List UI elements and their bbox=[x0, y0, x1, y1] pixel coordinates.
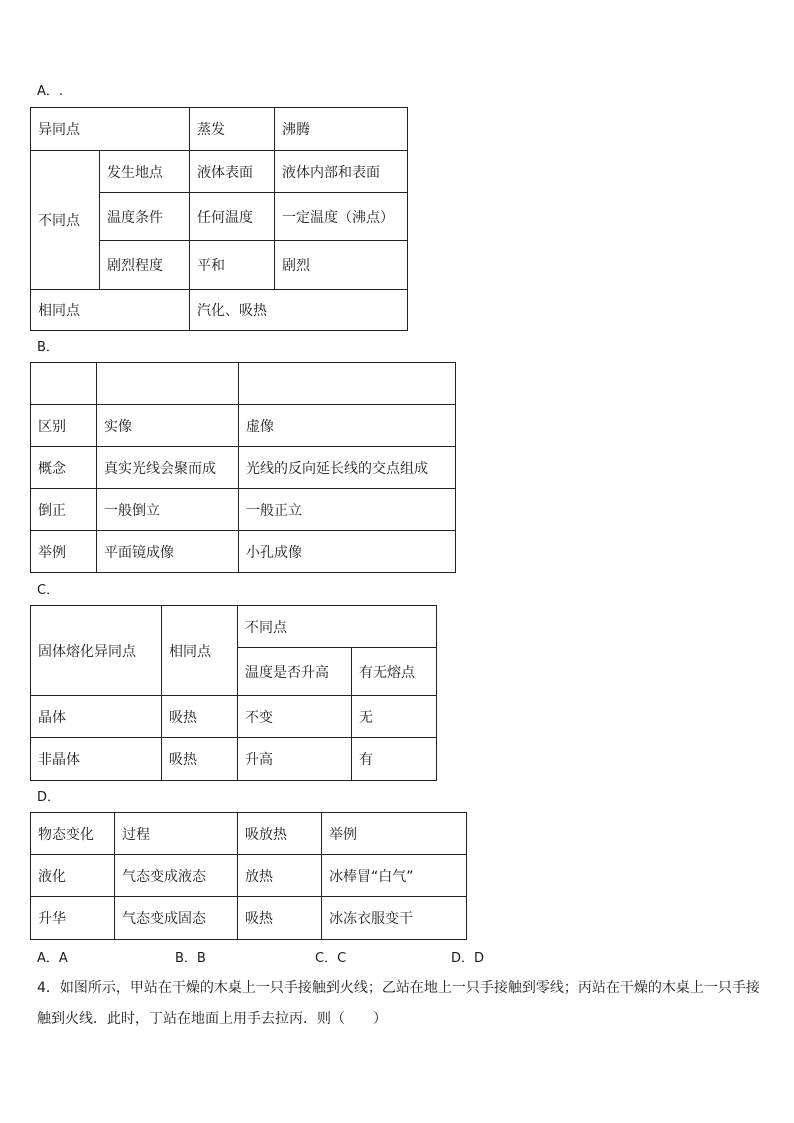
table-a-cell: 汽化、吸热 bbox=[190, 290, 408, 331]
table-c-cell: 有 bbox=[352, 738, 437, 781]
table-b-empty-cell bbox=[97, 363, 239, 405]
table-b-cell: 倒正 bbox=[31, 489, 97, 531]
table-a-cell: 剧烈 bbox=[275, 241, 408, 290]
table-a-header-cell: 异同点 bbox=[31, 108, 190, 151]
table-a-cell: 剧烈程度 bbox=[100, 241, 190, 290]
table-b-cell: 实像 bbox=[97, 405, 239, 447]
table-d-header-cell: 物态变化 bbox=[31, 813, 115, 855]
table-b-cell: 概念 bbox=[31, 447, 97, 489]
table-d-cell: 液化 bbox=[31, 855, 115, 897]
answer-option-a[interactable]: A．A bbox=[37, 951, 68, 966]
answer-option-d[interactable]: D．D bbox=[451, 951, 485, 966]
table-c-header-cell: 温度是否升高 bbox=[238, 648, 352, 696]
table-d-cell: 升华 bbox=[31, 897, 115, 940]
question-4-line-1: 4．如图所示，甲站在干燥的木桌上一只手接触到火线；乙站在地上一只手接触到零线；丙站在干燥的木桌上一只手接 bbox=[37, 980, 760, 996]
table-d-cell: 吸热 bbox=[238, 897, 322, 940]
table-c-cell: 吸热 bbox=[162, 738, 238, 781]
table-b-cell: 区别 bbox=[31, 405, 97, 447]
table-b-cell: 虚像 bbox=[239, 405, 456, 447]
table-d bbox=[30, 812, 467, 940]
table-a-cell: 一定温度（沸点） bbox=[275, 193, 408, 241]
table-a-cell: 相同点 bbox=[31, 290, 190, 331]
table-d-cell: 气态变成液态 bbox=[115, 855, 238, 897]
table-b-cell: 举例 bbox=[31, 531, 97, 573]
option-d-label: D． bbox=[37, 790, 61, 805]
option-a-label: A．. bbox=[37, 84, 64, 99]
table-b-cell: 真实光线会聚而成 bbox=[97, 447, 239, 489]
answer-option-b[interactable]: B．B bbox=[175, 951, 206, 966]
table-d-header-cell: 过程 bbox=[115, 813, 238, 855]
table-a bbox=[30, 107, 408, 331]
table-d-header-cell: 举例 bbox=[322, 813, 467, 855]
table-c-header-cell: 固体熔化异同点 bbox=[31, 606, 162, 696]
table-a-cell: 平和 bbox=[190, 241, 275, 290]
answer-option-c[interactable]: C．C bbox=[315, 951, 347, 966]
table-c-header-cell: 有无熔点 bbox=[352, 648, 437, 696]
table-b-empty-cell bbox=[239, 363, 456, 405]
table-a-cell: 液体内部和表面 bbox=[275, 151, 408, 193]
option-c-label: C． bbox=[37, 583, 60, 598]
table-a-diff-label: 不同点 bbox=[31, 151, 100, 290]
table-c-cell: 吸热 bbox=[162, 696, 238, 738]
table-b-empty-cell bbox=[31, 363, 97, 405]
table-b-cell: 光线的反向延长线的交点组成 bbox=[239, 447, 456, 489]
table-c bbox=[30, 605, 437, 781]
table-b-cell: 平面镜成像 bbox=[97, 531, 239, 573]
table-a-cell: 发生地点 bbox=[100, 151, 190, 193]
table-b-cell: 一般倒立 bbox=[97, 489, 239, 531]
table-c-cell: 不变 bbox=[238, 696, 352, 738]
table-a-header-cell: 沸腾 bbox=[275, 108, 408, 151]
question-4-line-2: 触到火线．此时，丁站在地面上用手去拉丙．则（ ） bbox=[37, 1011, 387, 1027]
answer-options bbox=[37, 947, 557, 965]
table-d-cell: 放热 bbox=[238, 855, 322, 897]
table-d-cell: 冰冻衣服变干 bbox=[322, 897, 467, 940]
option-b-label: B． bbox=[37, 340, 59, 355]
table-a-cell: 任何温度 bbox=[190, 193, 275, 241]
table-c-cell: 晶体 bbox=[31, 696, 162, 738]
table-c-cell: 非晶体 bbox=[31, 738, 162, 781]
table-b-cell: 一般正立 bbox=[239, 489, 456, 531]
table-d-header-cell: 吸放热 bbox=[238, 813, 322, 855]
table-c-header-cell: 相同点 bbox=[162, 606, 238, 696]
table-b-cell: 小孔成像 bbox=[239, 531, 456, 573]
table-c-cell: 升高 bbox=[238, 738, 352, 781]
table-d-cell: 气态变成固态 bbox=[115, 897, 238, 940]
table-a-cell: 温度条件 bbox=[100, 193, 190, 241]
table-a-header-cell: 蒸发 bbox=[190, 108, 275, 151]
table-c-cell: 无 bbox=[352, 696, 437, 738]
table-b bbox=[30, 362, 456, 573]
table-a-cell: 液体表面 bbox=[190, 151, 275, 193]
table-c-header-cell: 不同点 bbox=[238, 606, 437, 648]
table-d-cell: 冰棒冒“白气” bbox=[322, 855, 467, 897]
